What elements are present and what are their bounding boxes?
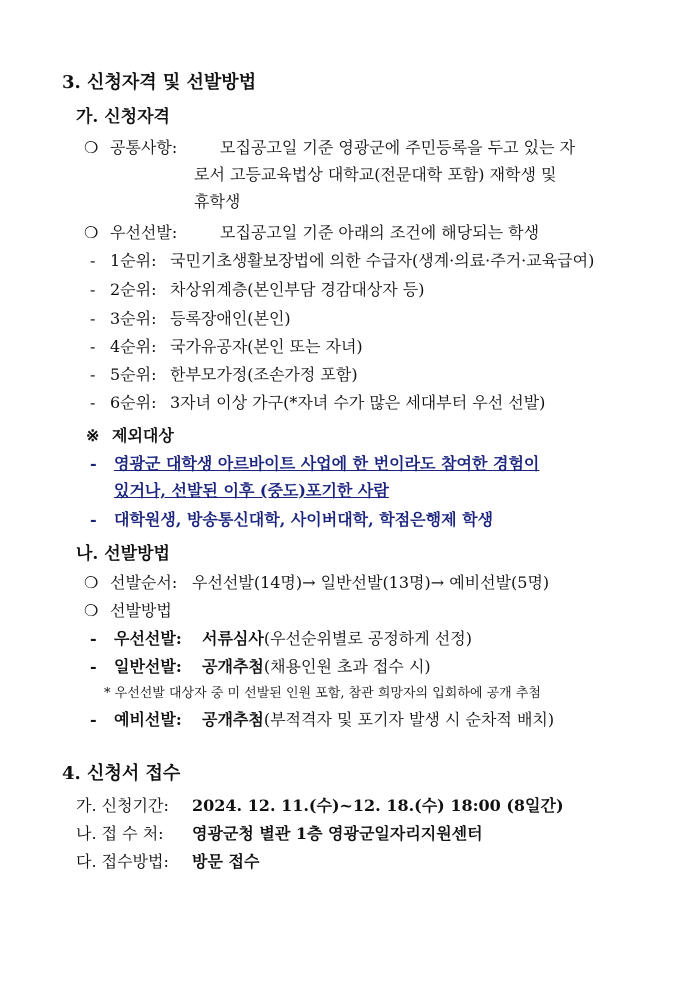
section-3-title: 3. 신청자격 및 선발방법	[62, 72, 257, 93]
method-item-general: - 일반선발: 공개추첨(채용인원 초과 접수 시)	[90, 657, 431, 676]
priority-line	[84, 222, 539, 244]
common-label: 공통사항:	[110, 138, 178, 157]
rank-item: - 4순위: 국가유공자(본인 또는 자녀)	[90, 337, 363, 356]
exclusion-heading	[86, 425, 174, 447]
order-label: 선발순서:	[110, 573, 178, 592]
reference-mark-icon: ※	[86, 426, 100, 445]
common-requirements-line	[84, 137, 575, 159]
method-label: 선발방법	[110, 601, 172, 620]
method-item-priority: - 우선선발: 서류심사(우선순위별로 공정하게 선정)	[90, 629, 472, 648]
method-value: 방문 접수	[192, 852, 260, 871]
exclusion-text-1b: 있거나, 선발된 이후 (중도)포기한 사람	[114, 481, 389, 500]
rank-item: - 5순위: 한부모가정(조손가정 포함)	[90, 365, 358, 384]
method-label: 다. 접수방법:	[76, 852, 169, 871]
priority-label: 우선선발:	[110, 223, 178, 242]
exclusion-item-1: - 영광군 대학생 아르바이트 사업에 한 번이라도 참여한 경험이	[90, 454, 540, 473]
place-value: 영광군청 별관 1층 영광군일자리지원센터	[192, 824, 483, 843]
application-period-line	[76, 795, 564, 817]
selection-method-line	[84, 600, 172, 622]
period-label: 가. 신청기간:	[76, 796, 169, 815]
common-text-3: 휴학생	[194, 192, 241, 211]
exclusion-text-1a: 영광군 대학생 아르바이트 사업에 한 번이라도 참여한 경험이	[114, 454, 540, 473]
order-text: 우선선발(14명)→ 일반선발(13명)→ 예비선발(5명)	[192, 573, 550, 592]
priority-text: 모집공고일 기준 아래의 조건에 해당되는 학생	[220, 223, 540, 242]
selection-order-line	[84, 572, 549, 594]
general-selection-note: * 우선선발 대상자 중 미 선발된 인원 포함, 참관 희망자의 입회하에 공개 추첨	[104, 686, 541, 701]
rank-item: - 3순위: 등록장애인(본인)	[90, 309, 291, 328]
common-text-2: 로서 고등교육법상 대학교(전문대학 포함) 재학생 및	[194, 165, 557, 184]
circle-bullet-icon: ❍	[84, 573, 99, 592]
exclusion-text-2: 대학원생, 방송통신대학, 사이버대학, 학점은행제 학생	[114, 510, 494, 529]
rank-item: - 2순위: 차상위계층(본인부담 경감대상자 등)	[90, 280, 425, 299]
rank-item: - 6순위: 3자녀 이상 가구(*자녀 수가 많은 세대부터 우선 선발)	[90, 393, 546, 412]
rank-item: - 1순위: 국민기초생활보장법에 의한 수급자(생계·의료·주거·교육급여)	[90, 251, 595, 270]
period-value: 2024. 12. 11.(수)~12. 18.(수) 18:00 (8일간)	[192, 796, 564, 815]
section-4-title: 4. 신청서 접수	[62, 763, 181, 784]
circle-bullet-icon: ❍	[84, 138, 99, 157]
exclusion-item-2: - 대학원생, 방송통신대학, 사이버대학, 학점은행제 학생	[90, 510, 494, 529]
common-text-1: 모집공고일 기준 영광군에 주민등록을 두고 있는 자	[220, 138, 576, 157]
application-place-line	[76, 823, 483, 845]
circle-bullet-icon: ❍	[84, 223, 99, 242]
exclusion-title: 제외대상	[112, 426, 174, 445]
circle-bullet-icon: ❍	[84, 601, 99, 620]
subsection-na-title: 나. 선발방법	[76, 544, 170, 564]
subsection-ga-title: 가. 신청자격	[76, 107, 170, 127]
method-item-reserve: - 예비선발: 공개추첨(부적격자 및 포기자 발생 시 순차적 배치)	[90, 710, 555, 729]
application-method-line	[76, 851, 259, 873]
place-label: 나. 접 수 처:	[76, 824, 164, 843]
